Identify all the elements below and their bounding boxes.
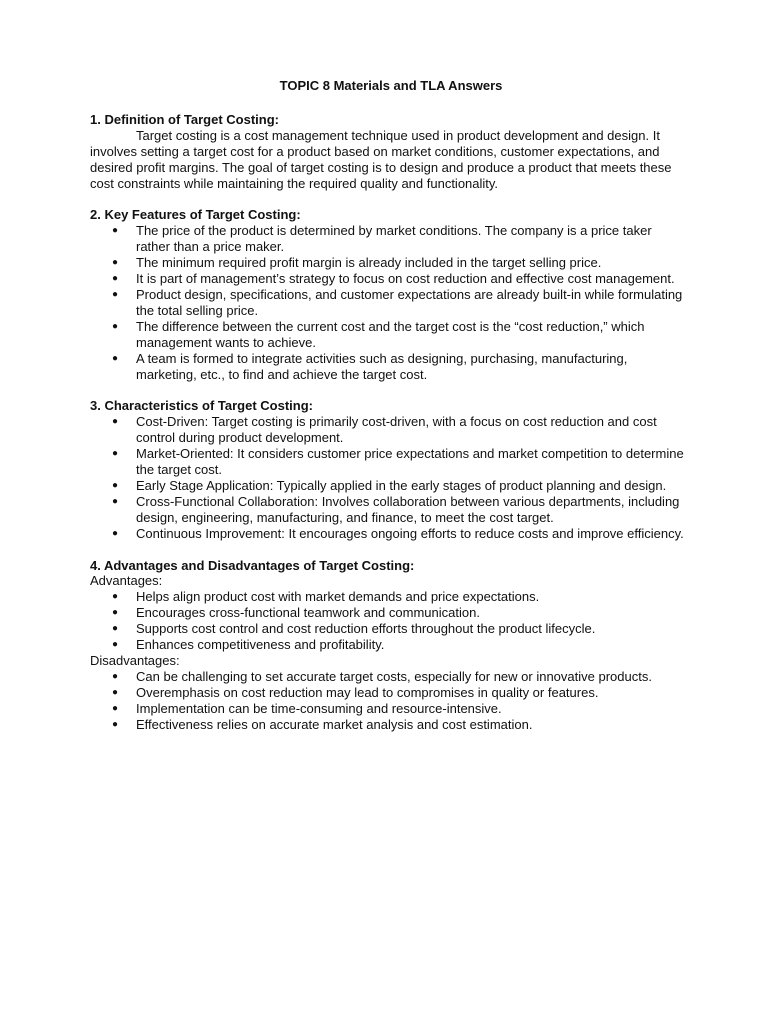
document-title: TOPIC 8 Materials and TLA Answers bbox=[279, 78, 503, 93]
list-item bbox=[112, 716, 686, 733]
bullet-icon: ● bbox=[112, 448, 119, 460]
bullet-icon: ● bbox=[112, 416, 119, 428]
list-item-text: Encourages cross-functional teamwork and communication. bbox=[136, 605, 480, 621]
list-item-text: A team is formed to integrate activities such as designing, purchasing, manufacturing, marketing, etc., to find and achieve the target cost. bbox=[136, 350, 628, 382]
bullet-icon: ● bbox=[112, 352, 119, 364]
bullet-icon: ● bbox=[112, 257, 119, 269]
list-item bbox=[112, 525, 686, 542]
list-item bbox=[112, 477, 686, 494]
list-item bbox=[112, 223, 686, 255]
list-item bbox=[112, 621, 686, 637]
list-item-text: Market-Oriented: It considers customer price expectations and market competition to determine the target cost. bbox=[136, 446, 684, 478]
list-item-text: Cost-Driven: Target costing is primarily cost-driven, with a focus on cost reduction and cost control during product development. bbox=[136, 414, 657, 446]
list-item-text: Supports cost control and cost reduction efforts throughout the product lifecycle. bbox=[136, 621, 596, 637]
list-item bbox=[112, 318, 686, 351]
definition-paragraph: Target costing is a cost management technique used in product development and design. It involves setting a target cost for a product based on market conditions, customer expectations, and desired profit margins. The goal of target costing is to design and produce a product that meets these cost constraints while maintaining the required quality and functionality. bbox=[90, 127, 672, 191]
list-item bbox=[112, 286, 686, 319]
list-item bbox=[112, 637, 686, 653]
key-features-list bbox=[90, 223, 686, 382]
advantages-label: Advantages: bbox=[90, 573, 163, 589]
bullet-icon: ● bbox=[112, 718, 119, 730]
section-heading: 3. Characteristics of Target Costing: bbox=[90, 398, 313, 414]
section-heading: 4. Advantages and Disadvantages of Target Costing: bbox=[90, 557, 415, 573]
bullet-icon: ● bbox=[112, 639, 119, 651]
disadvantages-list bbox=[90, 669, 686, 733]
list-item-text: The difference between the current cost and the target cost is the “cost reduction,” which management wants to achieve. bbox=[136, 318, 645, 350]
list-item-text: Cross-Functional Collaboration: Involves collaboration between various departments, including design, engineering, manufacturing, and finance, to meet the cost target. bbox=[136, 493, 680, 525]
list-item bbox=[112, 493, 686, 526]
list-item-text: Product design, specifications, and customer expectations are already built-in while formulating the total selling price. bbox=[136, 286, 683, 318]
bullet-icon: ● bbox=[112, 591, 119, 603]
list-item-text: It is part of management’s strategy to focus on cost reduction and effective cost management. bbox=[136, 271, 675, 287]
list-item-text: Overemphasis on cost reduction may lead to compromises in quality or features. bbox=[136, 684, 599, 700]
bullet-icon: ● bbox=[112, 607, 119, 619]
bullet-icon: ● bbox=[112, 527, 119, 539]
bullet-icon: ● bbox=[112, 273, 119, 285]
list-item bbox=[112, 589, 686, 605]
list-item-text: The minimum required profit margin is already included in the target selling price. bbox=[136, 255, 602, 271]
bullet-icon: ● bbox=[112, 702, 119, 714]
section-definition bbox=[90, 112, 686, 192]
list-item-text: Effectiveness relies on accurate market analysis and cost estimation. bbox=[136, 716, 533, 732]
disadvantages-label: Disadvantages: bbox=[90, 653, 180, 668]
list-item bbox=[112, 668, 686, 685]
list-item bbox=[112, 605, 686, 621]
list-item bbox=[112, 446, 686, 478]
list-item bbox=[112, 255, 686, 271]
list-item bbox=[112, 350, 686, 383]
bullet-icon: ● bbox=[112, 288, 119, 300]
bullet-icon: ● bbox=[112, 320, 119, 332]
list-item bbox=[112, 271, 686, 287]
bullet-icon: ● bbox=[112, 670, 119, 682]
list-item-text: Can be challenging to set accurate target costs, especially for new or innovative products. bbox=[136, 668, 652, 684]
list-item bbox=[112, 700, 686, 717]
section-key-features bbox=[90, 207, 686, 382]
list-item-text: Implementation can be time-consuming and resource-intensive. bbox=[136, 700, 502, 716]
section-characteristics bbox=[90, 398, 686, 541]
list-item-text: Enhances competitiveness and profitability. bbox=[136, 637, 385, 653]
list-item-text: Early Stage Application: Typically applied in the early stages of product planning and design. bbox=[136, 477, 667, 493]
bullet-icon: ● bbox=[112, 225, 119, 237]
section-heading: 2. Key Features of Target Costing: bbox=[90, 207, 301, 223]
bullet-icon: ● bbox=[112, 686, 119, 698]
bullet-icon: ● bbox=[112, 495, 119, 507]
section-advantages-disadvantages bbox=[90, 558, 686, 733]
list-item-text: Helps align product cost with market demands and price expectations. bbox=[136, 589, 540, 605]
list-item bbox=[112, 414, 686, 446]
list-item-text: The price of the product is determined by market conditions. The company is a price taker rather than a price maker. bbox=[136, 223, 652, 255]
list-item-text: Continuous Improvement: It encourages ongoing efforts to reduce costs and improve efficiency. bbox=[136, 525, 684, 541]
advantages-list bbox=[90, 589, 686, 653]
bullet-icon: ● bbox=[112, 623, 119, 635]
bullet-icon: ● bbox=[112, 479, 119, 491]
list-item bbox=[112, 684, 686, 701]
characteristics-list bbox=[90, 414, 686, 541]
section-heading: 1. Definition of Target Costing: bbox=[90, 111, 279, 127]
